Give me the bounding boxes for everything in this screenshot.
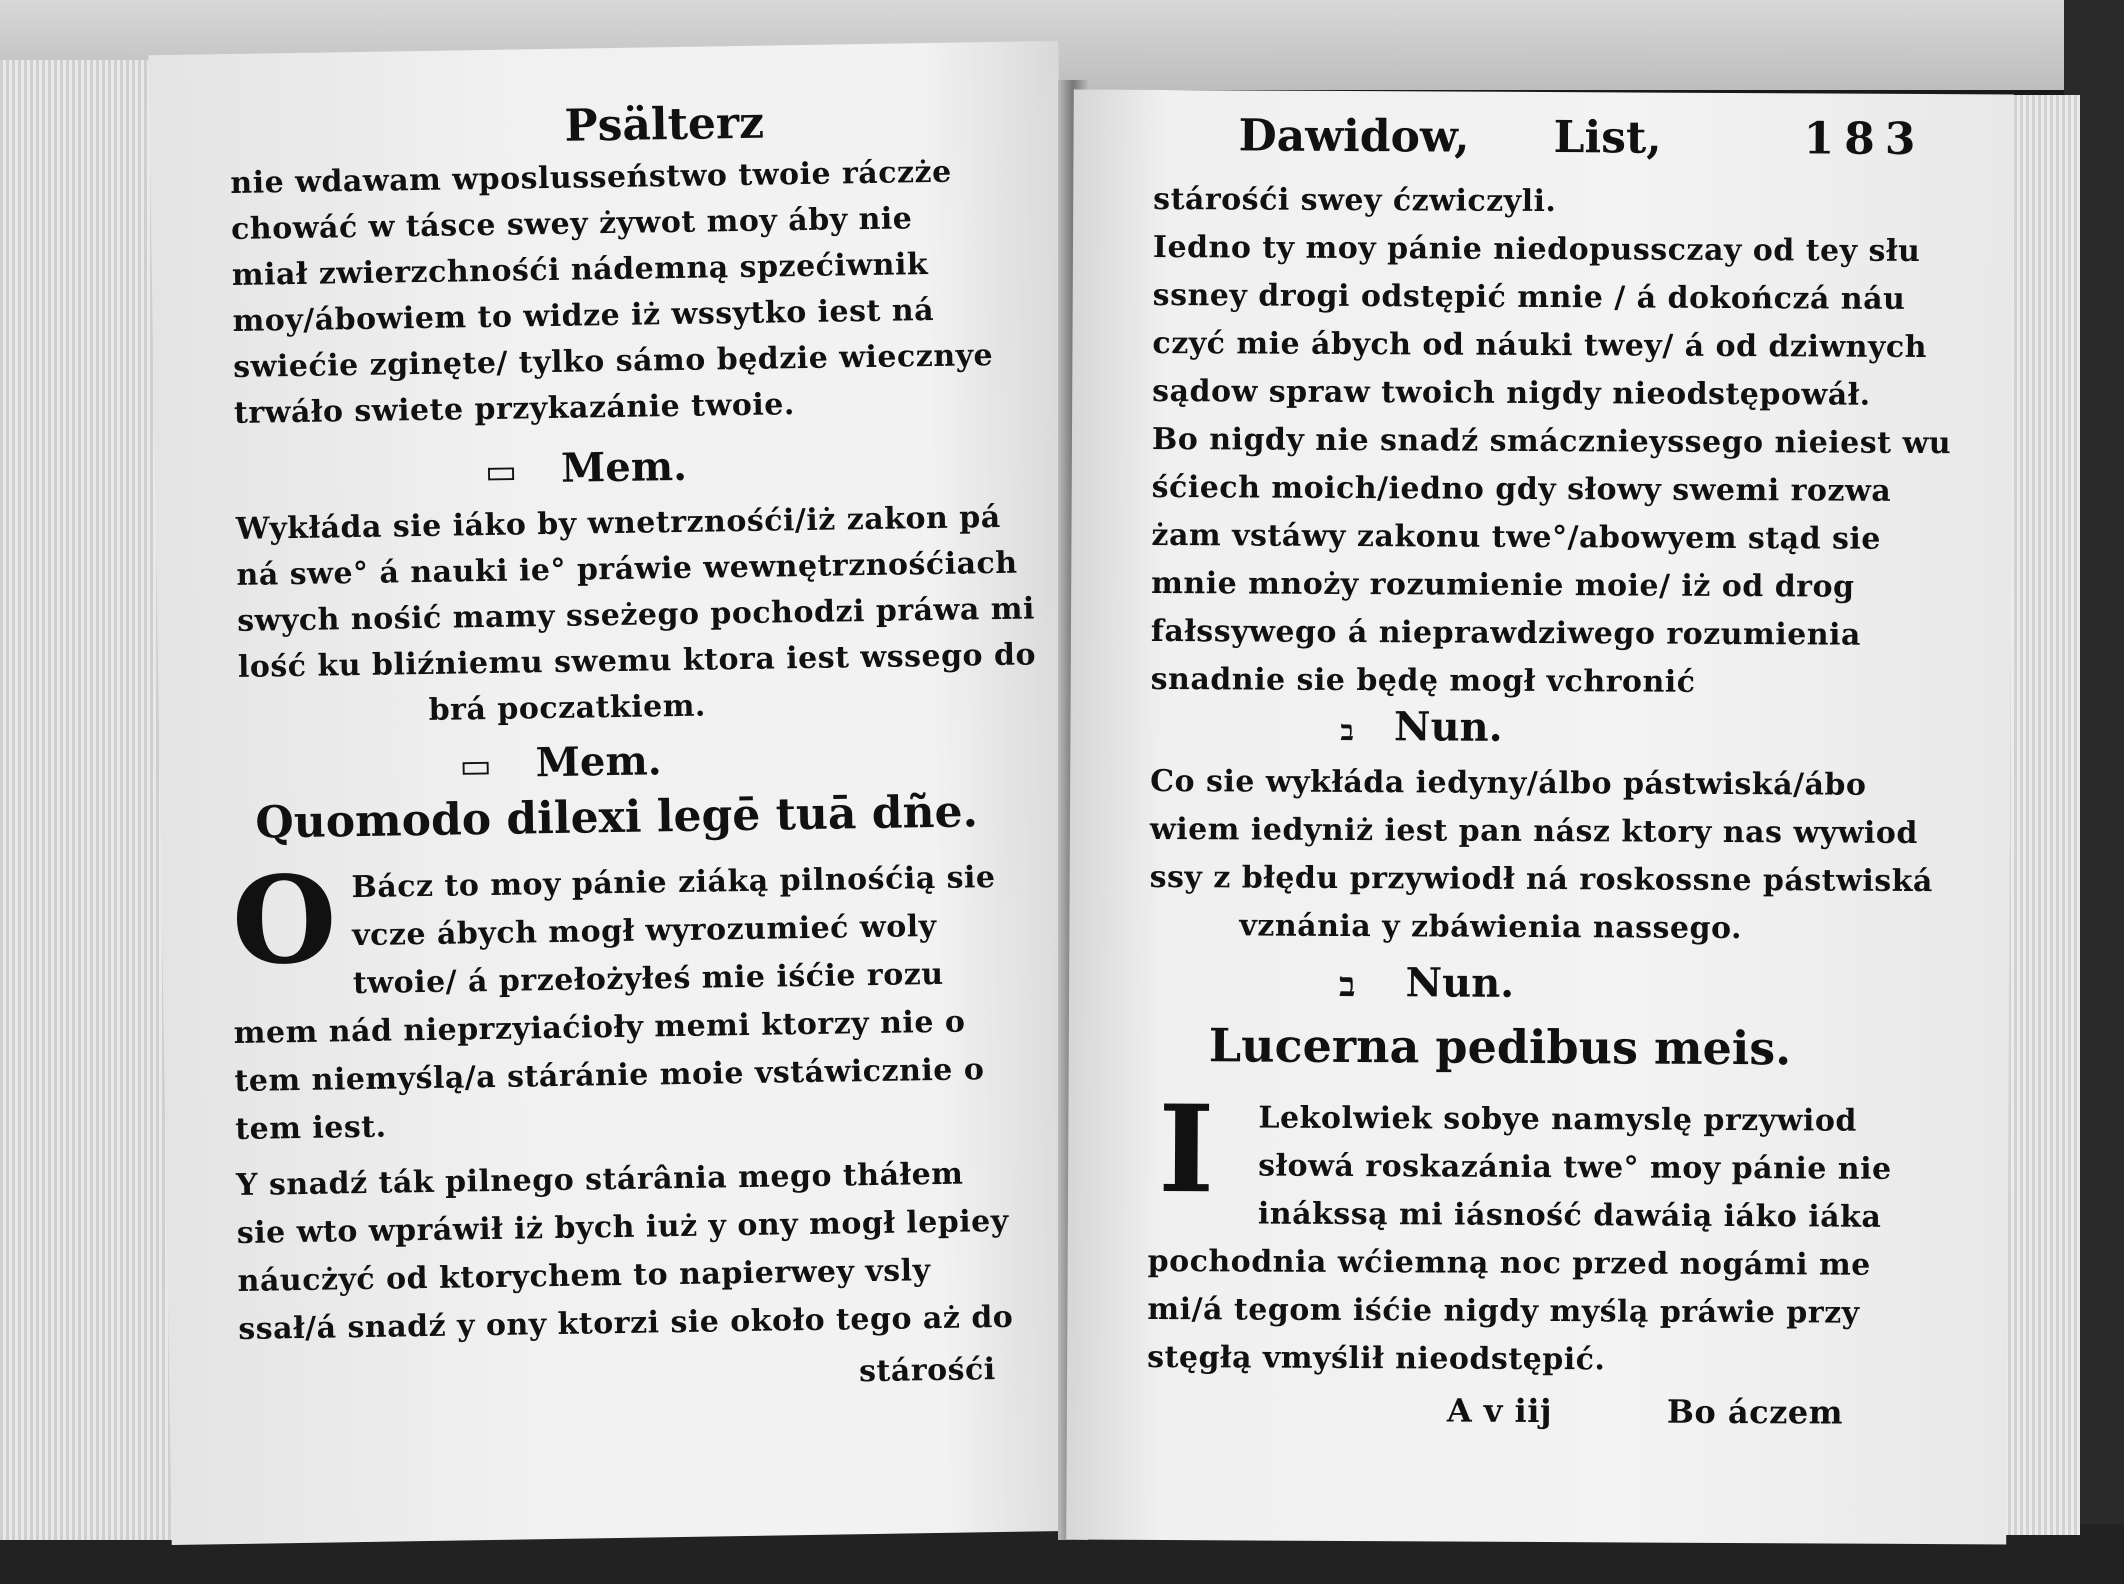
left-page — [148, 41, 1081, 1545]
text-line: mnie mnoży rozumienie moie/ iż od drog — [1151, 565, 1855, 605]
text-line: sądow spraw twoich nigdy nieodstępowáł. — [1152, 373, 1871, 413]
text-line: czyć mie ábych od náuki twey/ á od dziwnych — [1152, 325, 1928, 366]
section-heading-mem: ▭ Mem. — [459, 737, 662, 787]
text-line: vcze ábych mogł wyrozumieć woly — [351, 908, 937, 954]
hebrew-letter-nun: ב — [1340, 713, 1355, 748]
text-line: swych nośić mamy sseżego pochodzi práwa mi — [236, 591, 1036, 639]
right-page — [1066, 90, 2014, 1545]
text-line: pochodnia wćiemną noc przed nogámi me — [1147, 1243, 1871, 1283]
text-line: ssy z błędu przywiodł ná roskossne pástwiská — [1149, 859, 1934, 900]
signature-mark: A v iij — [1446, 1391, 1553, 1431]
text-line: ssney drogi odstępić mnie / á dokończá náu — [1152, 277, 1906, 317]
text-line: tem iest. — [234, 1109, 387, 1148]
text-line: inákssą mi iásność dawáią iáko iáka — [1257, 1196, 1882, 1235]
text-line: tem niemyślą/a stáránie moie vstáwicznie o — [234, 1052, 985, 1100]
text-line: stárośći swey ćzwiczyli. — [1153, 181, 1557, 220]
right-running-head: Dawidow, — [1238, 110, 1470, 163]
text-line: lość ku bliźniemu swemu ktora iest wssego do — [237, 637, 1037, 685]
text-line: twoie/ á przełożyłeś mie iśćie rozu — [352, 956, 944, 1002]
text-line: ssał/á snadź y ony ktorzi sie około tego aż do — [238, 1299, 1014, 1347]
text-line: sie wto wpráwił iż bych iuż y ony mogł lepiey — [236, 1203, 1009, 1251]
text-line: brá poczatkiem. — [428, 688, 707, 728]
drop-cap: O — [230, 849, 338, 993]
text-line: fałssywego á nieprawdziwego rozumienia — [1150, 613, 1862, 653]
page-edges-left — [0, 60, 175, 1540]
text-line: Co sie wykłáda iedyny/álbo pástwiská/ábo — [1150, 763, 1867, 803]
text-line: swiećie zginęte/ tylko sámo będzie wiecznye — [232, 338, 994, 385]
right-running-head-book: List, — [1553, 112, 1662, 164]
text-line: słowá roskazánia twe° moy pánie nie — [1258, 1148, 1892, 1187]
text-line: Lekolwiek sobye namyslę przywiod — [1258, 1100, 1857, 1139]
text-line: wiem iedyniż iest pan nász ktory nas wywiod — [1149, 811, 1918, 851]
catchword: stárośći — [858, 1352, 996, 1390]
page-number: 183 — [1803, 113, 1926, 166]
text-line: trwáło swiete przykazánie twoie. — [233, 387, 796, 431]
section-heading-nun: ב Nun. — [1340, 703, 1503, 751]
text-line: snadnie sie będę mogł vchronić — [1150, 661, 1696, 700]
text-line: Iedno ty moy pánie niedopussczay od tey słu — [1152, 229, 1921, 269]
text-line: żam vstáwy zakonu twe°/abowyem stąd sie — [1151, 517, 1882, 557]
text-line: moy/ábowiem to widze iż wssytko iest ná — [232, 292, 935, 339]
text-line: vznánia y zbáwienia nassego. — [1239, 908, 1743, 947]
latin-heading: Quomodo dilexi legē tuā dñe. — [255, 786, 979, 849]
text-line: miał zwierzchnośći nádemną spzećiwnik — [231, 247, 929, 293]
text-line: mi/á tegom iśćie nigdy myślą práwie przy — [1147, 1291, 1860, 1331]
text-line: ná swe° á nauki ie° práwie wewnętrznośćiach — [236, 545, 1018, 593]
hebrew-letter-nun: ב — [1339, 964, 1356, 1006]
text-line: chowáć w tásce swey żywot moy áby nie — [230, 201, 913, 247]
hebrew-letter-mem: ▭ — [484, 451, 518, 493]
text-line: Wykłáda sie iáko by wnetrznośći/iż zakon pá — [235, 499, 1001, 547]
left-running-head: Psälterz — [564, 97, 765, 152]
section-heading-nun: ב Nun. — [1339, 959, 1515, 1007]
section-heading-mem: ▭ Mem. — [484, 442, 688, 493]
text-line: mem nád nieprzyiaćioły memi ktorzy nie o — [233, 1004, 966, 1052]
catchword: Bo áczem — [1666, 1392, 1844, 1432]
text-line: náucżyć od ktorychem to napierwey vsly — [237, 1253, 931, 1299]
text-line: stęgłą vmyślił nieodstępić. — [1147, 1339, 1606, 1378]
text-line: śćiech moich/iedno gdy słowy swemi rozwa — [1151, 469, 1892, 509]
drop-cap: I — [1157, 1079, 1215, 1221]
latin-heading: Lucerna pedibus meis. — [1208, 1018, 1792, 1076]
text-line: Y snadź ták pilnego stárânia mego tháłem — [235, 1156, 964, 1203]
text-line: Bo nigdy nie snadź smácznieyssego nieiest wu — [1151, 421, 1952, 462]
hebrew-letter-mem: ▭ — [459, 745, 492, 787]
text-line: nie wdawam wposlusseństwo twoie ráczże — [230, 154, 952, 201]
text-line: Bácz to moy pánie ziáką pilnośćią sie — [351, 860, 996, 906]
